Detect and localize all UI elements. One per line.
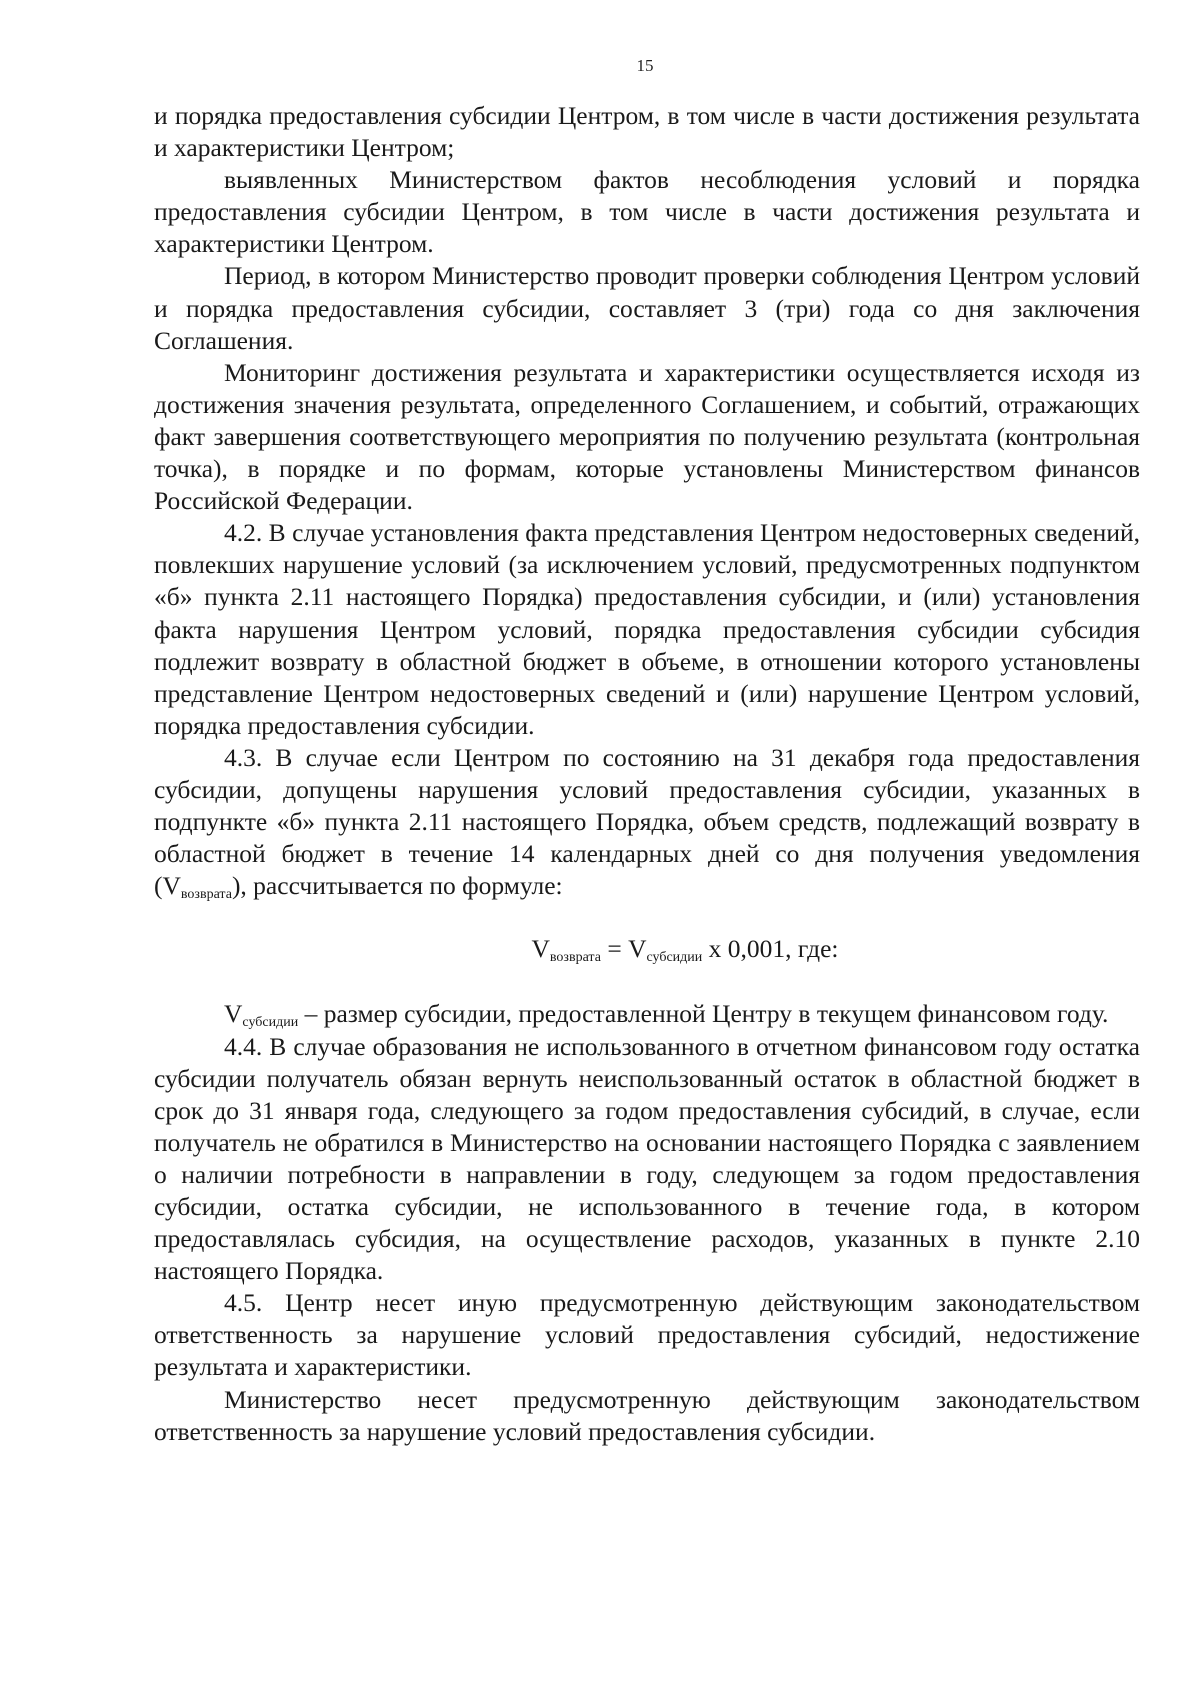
definition-subscript: субсидии [242,1015,299,1031]
formula-v-subsidy: V [628,934,647,964]
page-number: 15 [636,56,654,75]
paragraph-4-2: 4.2. В случае установления факта представления Центром недостоверных сведений, повлекших нарушение условий (за исключением условий, предусмотренных подпунктом «б» пункта 2.11 настоящего Порядка) предоставления субсидии, и (или) установления факта нарушения Центром условий, порядка предоставления субсидии субсидия подлежит возврату в областной бюджет в объеме, в отношении которого установлены представление Центром недостоверных сведений и (или) нарушение Центром условий, порядка предоставления субсидии. [154,518,1140,740]
paragraph-4-4: 4.4. В случае образования не использованного в отчетном финансовом году остатка субсидии получатель обязан вернуть неиспользованный остаток в областной бюджет в срок до 31 января года, следующего за годом предоставления субсидий, в случае, если получатель не обратился в Министерство на основании настоящего Порядка с заявлением о наличии потребности в направлении в году, следующем за годом предоставления субсидии, остатка субсидии, не использованного в течение года, в котором предоставлялась субсидия, на осуществление расходов, указанных в пункте 2.10 настоящего Порядка. [154,1031,1140,1286]
paragraph-formula-definition [154,998,1140,1030]
paragraph-ministry-responsibility: Министерство несет предусмотренную действующим законодательством ответственность за нарушение условий предоставления субсидии. [154,1384,1140,1446]
paragraph-continuation: и порядка предоставления субсидии Центром, в том числе в части достижения результата и характеристики Центром; [154,101,1140,163]
definition-variable: V [224,999,243,1029]
paragraph-4-3 [154,742,1140,902]
paragraph-violations-found: выявленных Министерством фактов несоблюдения условий и порядка предоставления субсидии Центром, в том числе в части достижения результата и характеристики Центром. [154,165,1140,259]
paragraph-4-5: 4.5. Центр несет иную предусмотренную действующим законодательством ответственность за нарушение условий предоставления субсидий, недостижение результата и характеристики. [154,1288,1140,1382]
formula-rest: x 0,001, где: [702,934,839,964]
return-formula [154,933,1140,965]
variable-subscript: возврата [180,887,232,903]
definition-text: – размер субсидии, предоставленной Центру в текущем финансовом году. [298,999,1109,1029]
paragraph-inspection-period: Период, в котором Министерство проводит проверки соблюдения Центром условий и порядка предоставления субсидии, составляет 3 (три) года со дня заключения Соглашения. [154,261,1140,355]
formula-v-return: V [531,934,550,964]
paragraph-4-3-text: 4.3. В случае если Центром по состоянию на 31 декабря года предоставления субсидии, допущены нарушения условий предоставления субсидии, указанных в подпункте «б» пункта 2.11 настоящего Порядка, объем средств, подлежащий возврату в областной бюджет в течение 14 календарных дней со дня получения уведомления ( [154,742,1140,901]
formula-sub-return: возврата [549,950,601,966]
formula-sub-subsidy: субсидии [646,950,703,966]
paragraph-4-3-tail: ), рассчитывается по формуле: [231,871,563,901]
variable-v: V [162,871,181,901]
document-body [154,100,1140,1448]
formula-equals: = [600,934,629,964]
paragraph-monitoring: Мониторинг достижения результата и характеристики осуществляется исходя из достижения значения результата, определенного Соглашением, и событий, отражающих факт завершения соответствующего мероприятия по получению результата (контрольная точка), в порядке и по формам, которые установлены Министерством финансов Российской Федерации. [154,357,1140,516]
